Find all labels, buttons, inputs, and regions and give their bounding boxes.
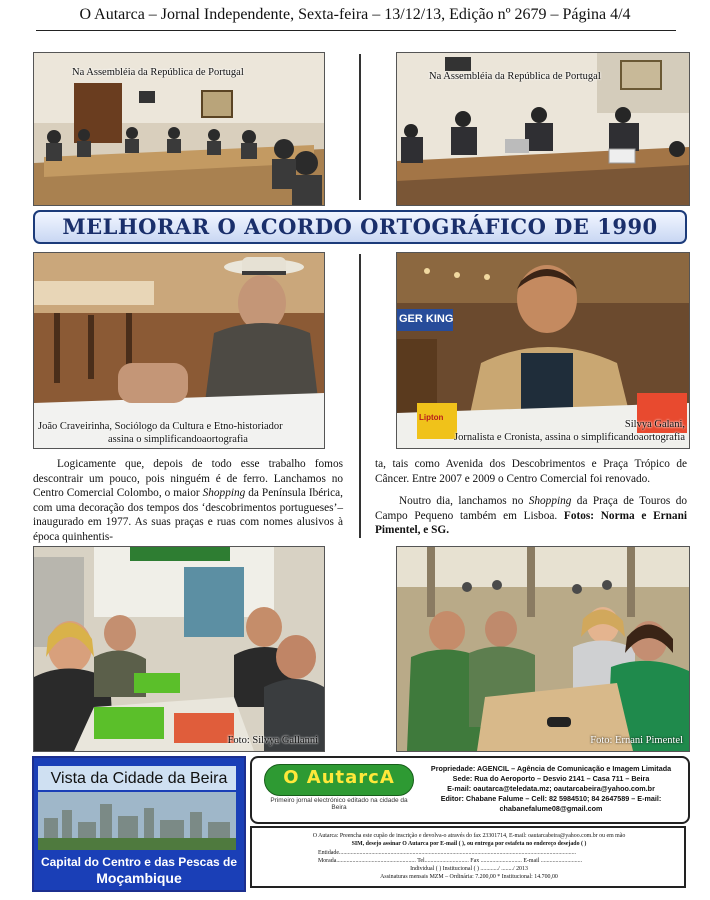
logo-tagline: Primeiro jornal electrónico editado na cidade da Beira bbox=[270, 797, 408, 811]
form-text bbox=[258, 832, 680, 882]
photo-caption-line2: Jornalista e Cronista, assina o simplificandoaortografia bbox=[454, 432, 685, 443]
header-rule bbox=[36, 30, 676, 31]
contact-line: Editor: Chabane Falume – Cell: 82 5984510; 84 2647589 – E-mail: bbox=[440, 794, 662, 803]
form-line: O Autarca: Preencha este cupão de inscrição e devolva-o através do fax 23301714, E-mail: oautarcabeira@yahoo.com.br ou em mão bbox=[312, 833, 626, 839]
photo-campo-pequeno-lunch bbox=[396, 546, 690, 752]
masthead-box bbox=[250, 756, 690, 824]
paragraph: Logicamente que, depois de todo esse trabalho fomos descontrair um pouco, pois ninguém é de ferro. Lanchamos no Centro Comercial Colombo, o maior Shopping da Península Ibérica, com uma decoração dos tempos dos ‘descobrimentos portugueses’– inaugurado em 1977. As suas praças e ruas com nomes alusivos à época quinhentis- bbox=[33, 458, 343, 543]
subscription-form bbox=[250, 826, 686, 888]
ad-title: Vista da Cidade da Beira bbox=[50, 770, 228, 787]
form-line: Morada...................................................... Tel.............................. Fax ............................ E-mail ............................ bbox=[318, 857, 583, 864]
column-divider-top bbox=[359, 54, 361, 200]
campo-pequeno-scene bbox=[397, 547, 689, 751]
colombo-scene bbox=[34, 547, 324, 751]
photo-colombo-lunch bbox=[33, 546, 325, 752]
article-column-left bbox=[33, 457, 343, 545]
form-line: Individual ( ) Institucional ( ) ............/ ......../ 2013 bbox=[410, 866, 528, 873]
photo-assembly-right bbox=[396, 52, 690, 206]
cup-brand-text: Lipton bbox=[419, 413, 444, 422]
photo-credit: Foto: Ernani Pimentel bbox=[590, 734, 683, 746]
ad-line1: Capital do Centro e das Pescas de bbox=[40, 855, 238, 869]
contact-line: Sede: Rua do Aeroporto – Desvio 2141 – Casa 711 – Beira bbox=[452, 774, 650, 783]
photo-silvya-galani bbox=[396, 252, 690, 449]
beira-city-ad bbox=[32, 756, 246, 892]
page-header: O Autarca – Jornal Independente, Sexta-feira – 13/12/13, Edição nº 2679 – Página 4/4 bbox=[79, 6, 631, 23]
column-divider-middle bbox=[359, 254, 361, 538]
form-line: SIM, desejo assinar O Autarca por E-mail ( ), ou entrega por estafeta no endereço desejado ( ) bbox=[351, 841, 587, 848]
logo-text: O AutarcA bbox=[283, 767, 395, 788]
photo-caption-line1: Silvya Galani, bbox=[624, 419, 685, 430]
paragraph: ta, tais como Avenida dos Descobrimentos e Praça Trópico de Câncer. Entre 2007 e 2009 o Centro Comercial foi renovado. bbox=[375, 458, 687, 485]
photo-joao-craveirinha bbox=[33, 252, 325, 449]
craveirinha-scene bbox=[34, 253, 324, 448]
article-title-banner bbox=[33, 210, 687, 244]
contact-line: E-mail: oautarca@teledata.mz; oautarcabeira@yahoo.com.br bbox=[447, 784, 655, 793]
paragraph: Noutro dia, lanchamos no Shopping da Praça de Touros do Campo Pequeno também em Lisboa. Fotos: Norma e Ernani Pimentel, e SG. bbox=[375, 495, 688, 537]
ad-subtitle bbox=[34, 854, 244, 886]
logo-badge bbox=[264, 764, 414, 796]
photo-caption-line2: assina o simplificandoaortografia bbox=[108, 434, 248, 445]
contact-line: Propriedade: AGENCIL – Agência de Comunicação e Imagem Limitada bbox=[430, 764, 672, 773]
article-column-right bbox=[375, 457, 687, 538]
photo-caption: Na Assembléia da República de Portugal bbox=[72, 67, 244, 78]
signage-text: GER KING bbox=[399, 313, 454, 325]
ad-line2: Moçambique bbox=[96, 870, 182, 886]
photo-credit: Foto: Silvya Gallanni bbox=[227, 734, 318, 746]
city-skyline-image bbox=[38, 792, 236, 850]
photo-caption: Na Assembléia da República de Portugal bbox=[429, 71, 601, 82]
photo-caption-line1: João Craveirinha, Sociólogo da Cultura e Etno-historiador bbox=[38, 421, 283, 432]
article-title: MELHORAR O ACORDO ORTOGRÁFICO DE 1990 bbox=[62, 214, 658, 239]
form-line: Entidade................................................................................................................................................................. bbox=[318, 849, 577, 856]
form-line: Assinaturas mensais MZM – Ordinária: 7.200,00 * Institucional: 14.700,00 bbox=[380, 874, 558, 881]
contact-line: chabanefalume08@gmail.com bbox=[499, 804, 603, 813]
contact-info bbox=[422, 764, 680, 814]
photo-assembly-left bbox=[33, 52, 325, 206]
